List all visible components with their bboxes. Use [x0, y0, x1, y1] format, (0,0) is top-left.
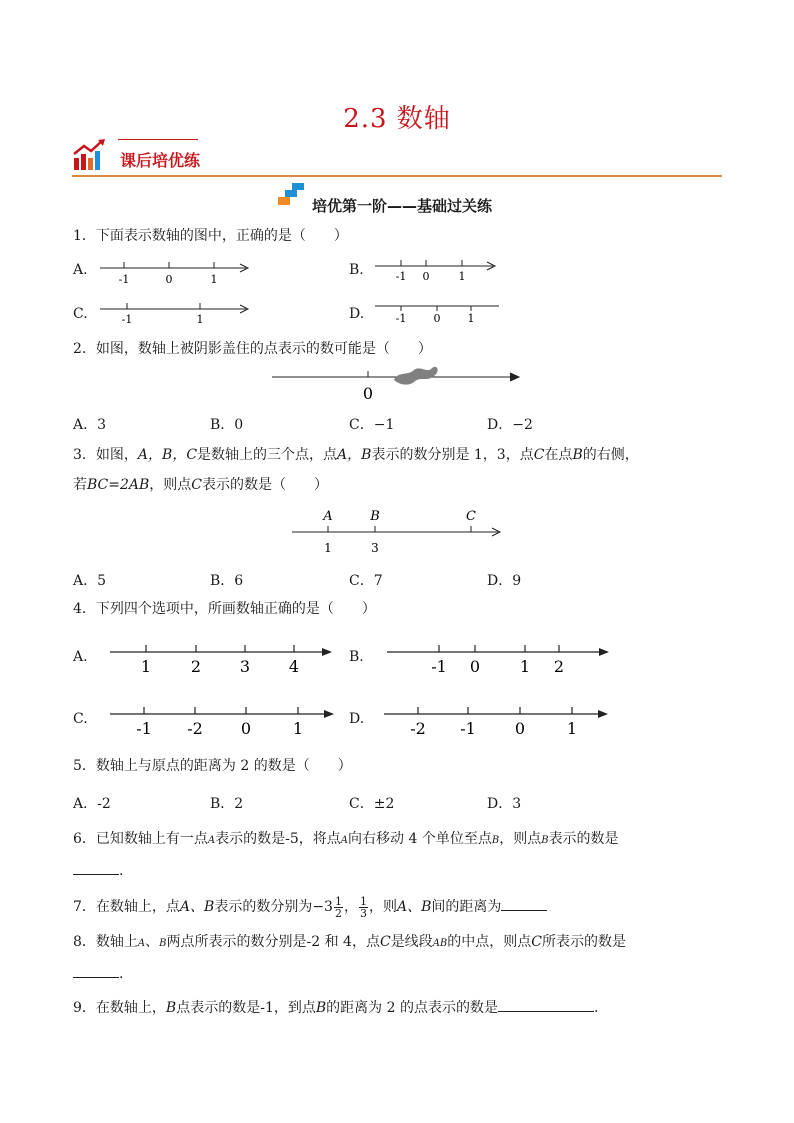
q4d-tick-label: -2 — [410, 719, 426, 738]
growth-chart-icon — [72, 138, 108, 172]
q5-option-c: C．±2 — [349, 796, 395, 812]
q4b-tick-label: 2 — [553, 657, 565, 676]
q1-option-b-axis — [373, 255, 499, 285]
page-title: 2.3 数轴 — [343, 104, 451, 134]
q4b-tick-label: 0 — [469, 657, 481, 676]
question-2: 2．如图，数轴上被阴影盖住的点表示的数可能是（ ） — [73, 341, 432, 357]
q3-number-line — [290, 505, 506, 559]
q4c-tick-label: -1 — [136, 719, 152, 738]
q8-answer-line: . — [73, 963, 123, 984]
shadow-blot — [394, 367, 438, 385]
q4d-tick-label: 0 — [514, 719, 526, 738]
stairs-icon — [276, 183, 306, 209]
q1-option-d-axis — [373, 298, 505, 328]
q6-answer-blank[interactable] — [73, 860, 119, 875]
q4a-tick-label: 1 — [140, 657, 152, 676]
q4d-tick-label: 1 — [566, 719, 578, 738]
subsection-title: 培优第一阶——基础过关练 — [312, 197, 493, 215]
q3-point-b: B — [370, 509, 380, 524]
q1a-tick-label: -1 — [118, 273, 130, 286]
q4a-tick-label: 3 — [239, 657, 251, 676]
q1b-tick-label: 0 — [422, 270, 430, 283]
question-7: 7．在数轴上，点A、B表示的数分别为−3 $\frac{1}{2}$ ， $\frac{1}{3}$ ，则A、B间的距离为 — [73, 895, 547, 919]
q4-option-b-label: B. — [349, 649, 364, 665]
q1-option-a-label: A. — [73, 262, 88, 278]
q4-option-c-label: C. — [73, 711, 88, 727]
q1-option-c-axis — [98, 298, 254, 328]
question-3-line-1: 3．如图，A，B，C是数轴上的三个点，点A，B表示的数分别是 1，3，点C在点B的右侧， — [73, 447, 639, 463]
question-6: 6．已知数轴上有一点A表示的数是-5，将点A向右移动 4 个单位至点B，则点B表示的数是 — [73, 831, 619, 847]
q9-answer-blank[interactable] — [498, 997, 594, 1012]
question-8: 8．数轴上A、B两点所表示的数分别是-2 和 4，点C是线段AB的中点，则点C所表示的数是 — [73, 934, 626, 950]
q3-option-c: C．7 — [349, 573, 383, 589]
q4a-tick-label: 2 — [190, 657, 202, 676]
q1d-tick-label: -1 — [395, 312, 407, 325]
q3-value-label: 3 — [371, 541, 379, 555]
q3-point-a: A — [323, 509, 333, 524]
q1b-tick-label: 1 — [458, 270, 466, 283]
q1-option-a-axis — [98, 257, 254, 287]
q4-option-c-axis — [108, 702, 340, 742]
q3-option-b: B．6 — [210, 573, 244, 589]
question-3-line-2: 若BC=2AB，则点C表示的数是（ ） — [73, 477, 329, 493]
q2-number-line — [270, 362, 526, 404]
q4-option-b-axis — [385, 640, 615, 680]
q4-option-a-axis — [108, 640, 338, 680]
q6-answer-line: . — [73, 860, 123, 881]
q4a-tick-label: 4 — [288, 657, 300, 676]
q4c-tick-label: 1 — [292, 719, 304, 738]
q2-option-d: D．−2 — [487, 417, 533, 433]
q1d-tick-label: 1 — [467, 312, 475, 325]
q4c-tick-label: -2 — [187, 719, 203, 738]
q4-option-d-axis — [382, 702, 614, 742]
q4b-tick-label: -1 — [431, 657, 447, 676]
q1b-tick-label: -1 — [395, 270, 407, 283]
q7-answer-blank[interactable] — [501, 896, 547, 911]
q2-option-b: B．0 — [210, 417, 244, 433]
q5-option-b: B．2 — [210, 796, 244, 812]
q3-value-label: 1 — [324, 541, 332, 555]
q4d-tick-label: -1 — [460, 719, 476, 738]
q4-option-d-label: D. — [349, 711, 365, 727]
question-5: 5．数轴上与原点的距离为 2 的数是（ ） — [73, 758, 352, 774]
q1c-tick-label: -1 — [121, 313, 133, 326]
question-1: 1．下面表示数轴的图中，正确的是（ ） — [73, 228, 348, 244]
question-4: 4．下列四个选项中，所画数轴正确的是（ ） — [73, 601, 376, 617]
q4c-tick-label: 0 — [240, 719, 252, 738]
q5-option-a: A．-2 — [73, 796, 111, 812]
q2-option-c: C．−1 — [349, 417, 395, 433]
q1a-tick-label: 0 — [165, 273, 173, 286]
q5-option-d: D．3 — [487, 796, 522, 812]
q7-fraction-2: $\frac{1}{3}$ — [359, 894, 367, 920]
section-label: 课后培优练 — [120, 151, 201, 170]
q1-option-d-label: D. — [349, 306, 365, 322]
q1c-tick-label: 1 — [196, 313, 204, 326]
q1-option-b-label: B. — [349, 262, 364, 278]
q3-option-a: A．5 — [73, 573, 107, 589]
question-9: 9．在数轴上，B点表示的数是-1，到点B的距离为 2 的点表示的数是 . — [73, 997, 598, 1018]
q2-origin-label: 0 — [362, 384, 374, 403]
q1a-tick-label: 1 — [210, 273, 218, 286]
q7-fraction-1: $\frac{1}{2}$ — [334, 894, 342, 920]
q2-option-a: A．3 — [73, 417, 107, 433]
q1-option-c-label: C. — [73, 306, 88, 322]
q4b-tick-label: 1 — [519, 657, 531, 676]
q8-answer-blank[interactable] — [73, 963, 119, 978]
q1d-tick-label: 0 — [433, 312, 441, 325]
section-top-line — [118, 139, 198, 140]
q3-option-d: D．9 — [487, 573, 522, 589]
q4-option-a-label: A. — [73, 649, 88, 665]
section-divider — [72, 175, 722, 177]
q3-point-c: C — [466, 509, 476, 524]
